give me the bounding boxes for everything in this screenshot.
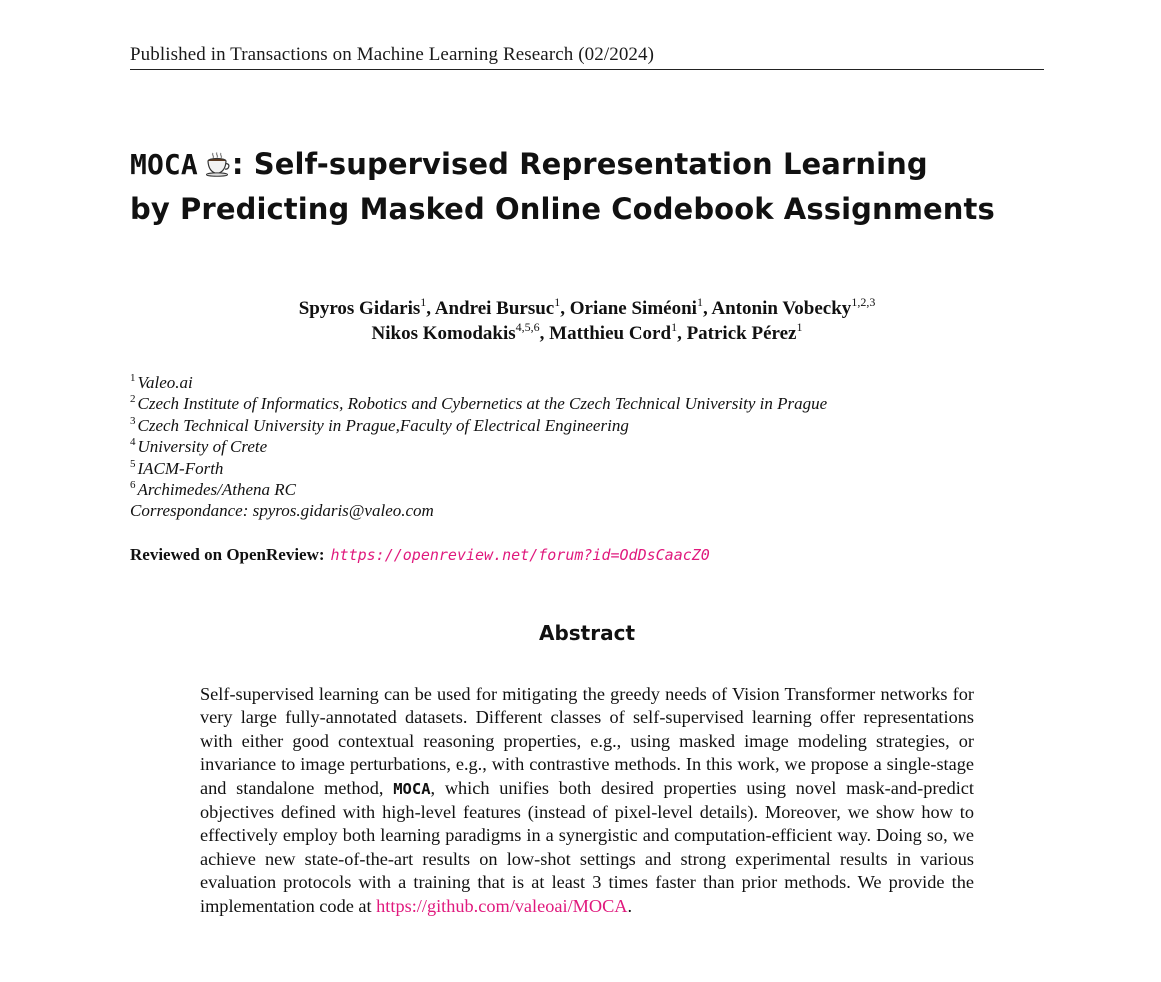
author-line-2 [130,321,1044,346]
author-name: Spyros Gidaris [298,298,421,319]
venue-header: Published in Transactions on Machine Learning Research (02/2024) [130,44,655,65]
affiliation-text: Archimedes/Athena RC [137,480,296,500]
affiliation-number: 6 [130,479,136,492]
affiliation-text: Czech Technical University in Prague,Faculty of Electrical Engineering [137,415,629,435]
author-affil-marker: 1 [420,295,427,309]
affiliation-item [130,436,827,457]
title-line-2: by Predicting Masked Online Codebook Assignments [130,192,995,226]
affiliation-number: 4 [130,436,136,449]
abstract-method-name: MOCA [393,779,431,798]
author-list [130,296,1044,346]
affiliation-item [130,372,827,393]
openreview-link[interactable]: https://openreview.net/forum?id=OdDsCaacZ0 [330,546,710,564]
author-separator: , [677,323,687,344]
author-name: Antonin Vobecky [711,298,852,319]
affiliation-number: 2 [130,393,136,406]
author-affil-marker: 1,2,3 [851,295,876,309]
affiliation-number: 1 [130,372,136,384]
abstract-text-end: . [627,895,633,916]
title-method-name: MOCA [130,148,198,181]
author-name: Patrick Pérez [686,323,797,344]
abstract-text-part-1: Self-supervised learning can be used for mitigating the greedy needs of Vision Transformer networks for very large fully-annotated datasets. Different classes of self-supervised learning offer representations with either good contextual reasoning properties, e.g., using masked image modeling strategies, or invariance to image perturbations, e.g., with contrastive methods. In this work, we propose a single-stage and standalone method, [200,684,974,798]
affiliation-text: Czech Institute of Informatics, Robotics and Cybernetics at the Czech Technical University in Prague [137,394,828,414]
affiliation-item [130,479,827,500]
affiliation-number: 3 [130,414,136,427]
reviewed-label: Reviewed on OpenReview: [130,545,325,564]
author-affil-marker: 1 [796,320,803,334]
code-repo-link[interactable]: https://github.com/valeoai/MOCA [376,895,628,916]
affiliation-item [130,393,827,414]
reviewed-on-openreview [130,545,710,565]
affiliation-item [130,415,827,436]
author-name: Nikos Komodakis [371,323,516,344]
author-separator: , [426,298,435,319]
paper-title [130,142,1030,232]
author-affil-marker: 1 [671,320,678,334]
abstract-text [200,683,974,918]
author-name: Andrei Bursuc [434,298,555,319]
header-rule [130,69,1044,70]
affiliation-list [130,372,827,522]
author-name: Matthieu Cord [549,323,672,344]
title-line-1 [130,142,1030,187]
affiliation-text: IACM-Forth [137,458,224,478]
author-affil-marker: 1 [554,295,561,309]
coffee-cup-icon [204,145,230,171]
affiliation-text: Valeo.ai [137,373,193,392]
affiliation-text: University of Crete [137,437,268,457]
title-line-1-rest: : Self-supervised Representation Learning [231,147,928,181]
author-separator: , [702,298,712,319]
author-affil-marker: 1 [696,295,703,309]
abstract-text-part-2: , which unifies both desired properties using novel mask-and-predict objectives defined with high-level features (instead of pixel-level details). Moreover, we show how to effectively employ both learning paradigms in a synergistic and computation-efficient way. Doing so, we achieve new state-of-the-art results on low-shot settings and strong experimental results in various evaluation protocols with a training that is at least 3 times faster than prior methods. We provide the implementation code at [200,777,974,916]
author-separator: , [539,323,550,344]
affiliation-item [130,458,827,479]
author-line-1 [130,296,1044,321]
affiliation-number: 5 [130,457,136,470]
author-separator: , [560,298,570,319]
abstract-heading: Abstract [538,621,636,645]
author-affil-marker: 4,5,6 [515,320,540,334]
correspondence-line: Correspondance: spyros.gidaris@valeo.com [130,501,434,521]
author-name: Oriane Siméoni [569,298,697,319]
